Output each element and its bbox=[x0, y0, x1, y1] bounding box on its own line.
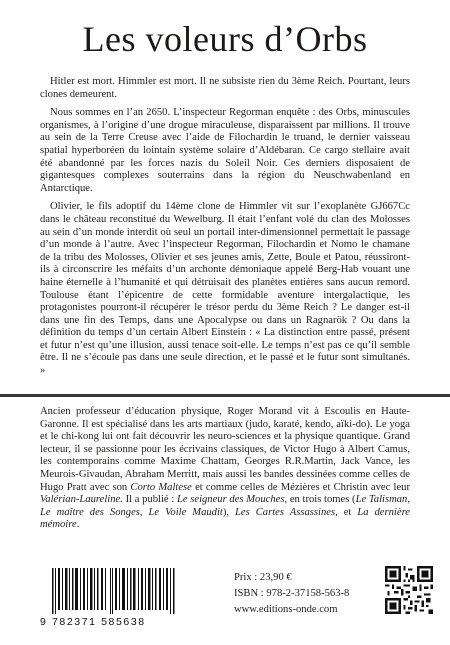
synopsis-paragraph-1: Hitler est mort. Himmler est mort. Il ne subsiste rien du 3ème Reich. Pourtant, leurs clones demeurent. bbox=[40, 76, 410, 100]
book-title: Les voleurs d’Orbs bbox=[82, 19, 368, 59]
synopsis-paragraph-2: Nous sommes en l’an 2650. L’inspecteur Regorman enquête : des Orbs, minuscules organismes, à l’origine d’une drogue miraculeuse, disparaissent par millions. Il trouve au sein de la Terre Creuse avec l’aide de Filochardin le truand, le dernier vaisseau spatial hyperboréen du lointain système solaire d’Aldébaran. Ce cargo stellaire avait été abandonné par les forces nazis du Soleil Noir. Ces derniers disposaient de gigantesques complexes souterrains dans la région du Neuschwabenland en Antarctique. bbox=[40, 107, 410, 194]
barcode-icon bbox=[44, 568, 186, 614]
bio-text-4: , en trois tomes ( bbox=[284, 494, 356, 506]
bio-text-6: , et bbox=[335, 506, 358, 518]
book-info bbox=[234, 570, 384, 618]
qr-code-icon[interactable] bbox=[385, 566, 433, 614]
price: Prix : 23,90 € bbox=[234, 572, 292, 583]
author-bio bbox=[40, 406, 410, 532]
synopsis-paragraph-3: Olivier, le fils adoptif du 14ème clone de Himmler vit sur l’exoplanète GJ667Cc dans le château reconstitué du Wewelburg. Il était l’enfant volé du clan des Molosses au sein d’un monde interdit où seul un portail inter-dimensionnel permettait le passage d’un monde à l’autre. Avec l’inspecteur Regorman, Filochardin et Nomo le chamane de la tribu des Molosses, Olivier et ses jeunes amis, Zette, Boule et Patou, réussiront-ils à circonscrire les méfaits d’un archonte démoniaque appelé Berg-Hab vouant une haine éternelle à l’humanité et qui détruisait des planètes entières sans aucun remord. Toulouse étant l’épicentre de cette formidable aventure intergalactique, les protagonistes pourront-il récupérer le trésor perdu du 3ème Reich ? Le danger est-il dans une fin des Temps, dans une Apocalypse ou dans un Ragnarök ? Ou dans la définition du temps d’un certain Albert Einstein : « La distinction entre passé, présent et futur n’est qu’une illusion, aussi tenace soit-elle. Le temps n’est pas ce qu’il semble être. Il ne s’écoule pas dans une seule direction, et le passé et le futur sont simultanés. » bbox=[40, 201, 410, 377]
bio-text-5: ), bbox=[222, 506, 236, 518]
author-bio-text bbox=[40, 406, 410, 532]
bio-title-seigneur: Le seigneur des Mouches bbox=[176, 494, 285, 506]
bio-text-2: et comme celles de Mézières et Christin avec leur bbox=[191, 481, 410, 493]
bio-title-trilogy: Le Talisman, Le maître des Songes, Le Voile Maudit bbox=[40, 494, 410, 518]
divider bbox=[0, 394, 450, 397]
bio-title-corto: Corto Maltese bbox=[130, 481, 192, 493]
bio-title-derniere: La dernière mémoire bbox=[40, 506, 411, 531]
synopsis bbox=[40, 76, 410, 384]
bio-text-3: Il a publié : bbox=[122, 494, 177, 506]
bio-title-cartes: Les Cartes Assassines bbox=[235, 506, 336, 518]
bio-title-valerian: Valérian-Laureline. bbox=[40, 494, 123, 506]
isbn: ISBN : 978-2-37158-563-8 bbox=[234, 588, 350, 599]
bio-text-7: . bbox=[76, 519, 80, 531]
barcode bbox=[40, 568, 190, 628]
publisher-website[interactable]: www.editions-onde.com bbox=[234, 604, 338, 615]
bio-text-1: Ancien professeur d’éducation physique, Roger Morand vit à Escoulis en Haute-Garonne. Il est spécialisé dans les arts martiaux (judo, karaté, kendo, aïki-do). Le yoga et le chi-kong lui ont fait découvrir les neuro-sciences et la physique quantique. Grand lecteur, il se passionne pour les écrivains classiques, de Victor Hugo à Albert Camus, les contemporains comme Maxime Chattam, Georges R.R.Martin, Jack Vance, les Meurois-Givaudan, Abraham Merritt, mais aussi les bandes dessinées comme celles de Hugo Pratt avec son bbox=[40, 406, 410, 493]
barcode-digits: 9 782371 585638 bbox=[40, 616, 146, 628]
